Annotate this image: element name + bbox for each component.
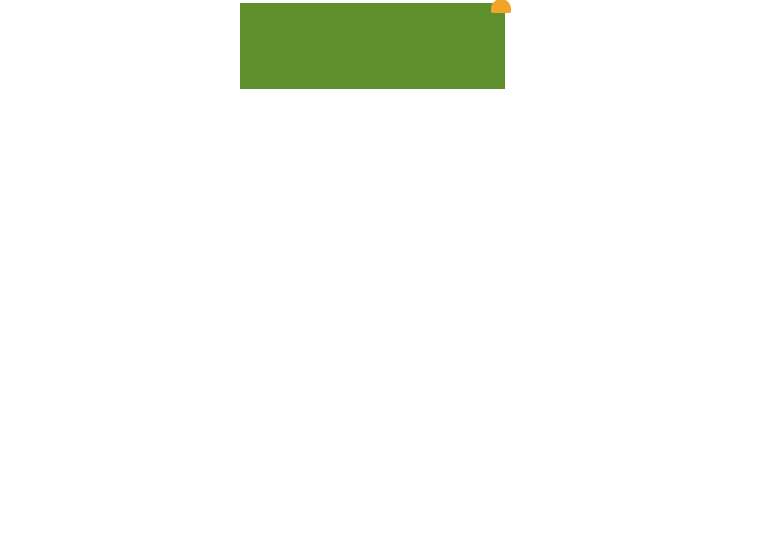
sun-icon xyxy=(491,0,511,13)
futures-without-violence-logo xyxy=(240,3,505,89)
